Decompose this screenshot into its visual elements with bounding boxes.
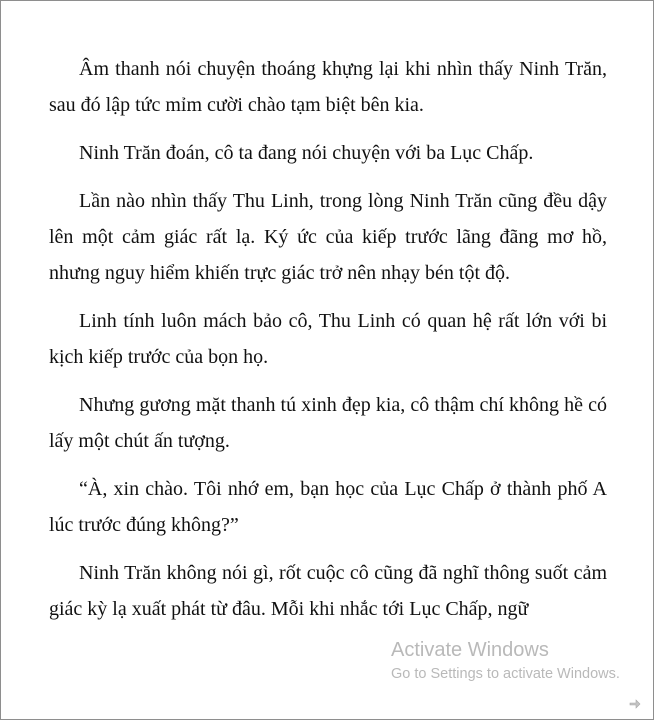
paragraph: Âm thanh nói chuyện thoáng khựng lại khi nhìn thấy Ninh Trăn, sau đó lập tức mỉm cười chào tạm biệt bên kia. [49, 58, 607, 116]
document-page [49, 51, 607, 639]
watermark-title: Activate Windows [391, 639, 549, 661]
watermark-subtitle: Go to Settings to activate Windows. [391, 666, 620, 682]
paragraph: Nhưng gương mặt thanh tú xinh đẹp kia, cô thậm chí không hề có lấy một chút ấn tượng. [49, 394, 607, 452]
paragraph: Lần nào nhìn thấy Thu Linh, trong lòng Ninh Trăn cũng đều dậy lên một cảm giác rất lạ. Ký ức của kiếp trước lãng đãng mơ hồ, nhưng nguy hiểm khiến trực giác trở nên nhạy bén tột độ. [49, 190, 607, 284]
paragraph: Ninh Trăn đoán, cô ta đang nói chuyện với ba Lục Chấp. [79, 142, 534, 164]
activate-windows-watermark [391, 637, 620, 685]
resize-arrow-icon[interactable] [629, 699, 641, 709]
paragraph: Linh tính luôn mách bảo cô, Thu Linh có quan hệ rất lớn với bi kịch kiếp trước của bọn họ. [49, 310, 607, 368]
paragraph: “À, xin chào. Tôi nhớ em, bạn học của Lục Chấp ở thành phố A lúc trước đúng không?” [49, 478, 607, 536]
paragraph: Ninh Trăn không nói gì, rốt cuộc cô cũng đã nghĩ thông suốt cảm giác kỳ lạ xuất phát từ đâu. Mỗi khi nhắc tới Lục Chấp, ngữ [49, 562, 607, 620]
